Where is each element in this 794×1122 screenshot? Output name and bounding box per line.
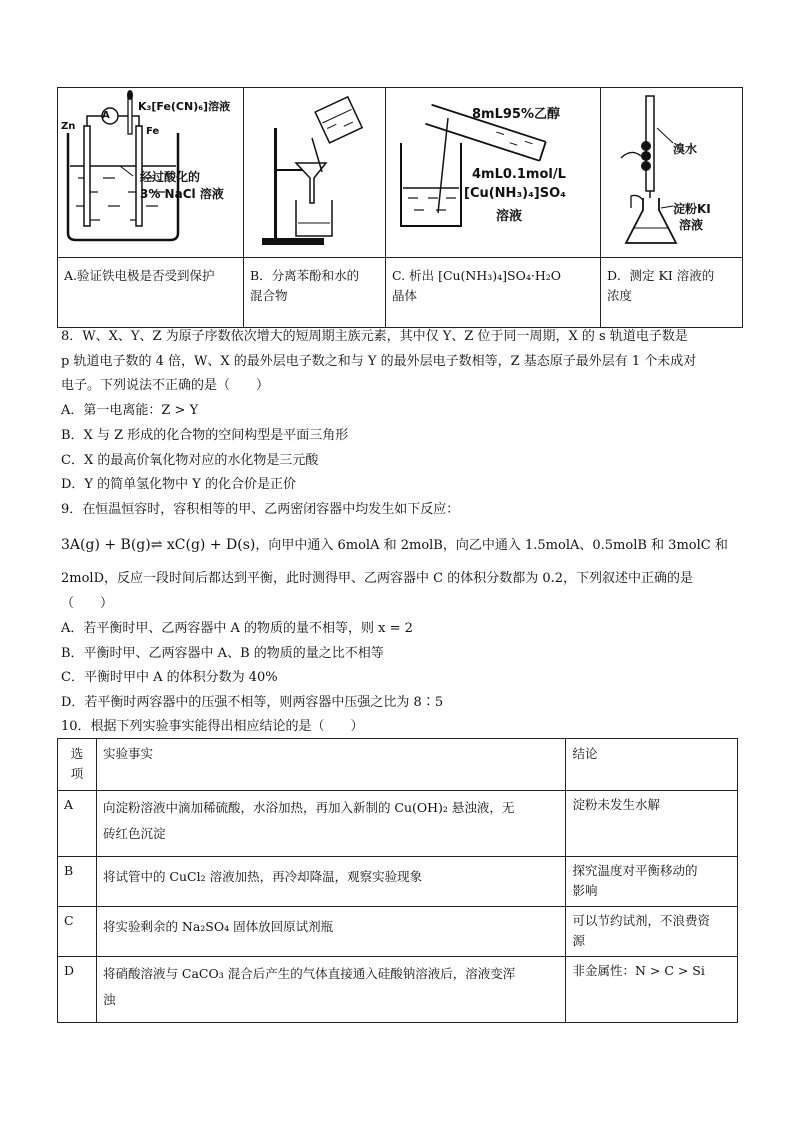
row-conclusion-cell — [566, 907, 738, 957]
q8-line-1: 8．W、X、Y、Z 为原子序数依次增大的短周期主族元素，其中仅 Y、Z 位于同一周期，X 的 s 轨道电子数是 — [61, 329, 688, 344]
row-option: A — [64, 797, 74, 812]
funnel-filtration-diagram — [244, 88, 385, 253]
copper-solution-label-3: 溶液 — [496, 209, 523, 224]
table-row — [58, 791, 738, 857]
option-b-line1: B．分离苯酚和水的 — [250, 268, 360, 283]
row-conclusion-cell — [566, 791, 738, 857]
solution-label-2: 3% NaCl 溶液 — [140, 187, 224, 201]
option-c-cell — [386, 258, 601, 328]
row-fact-line2: 浊 — [102, 992, 116, 1007]
row-conclusion-line1: 可以节约试剂，不浪费资 — [572, 913, 710, 928]
row-option-cell — [58, 957, 97, 1023]
row-option-cell — [58, 907, 97, 957]
q10-table — [57, 738, 738, 1023]
q9-option-d: D．若平衡时两容器中的压强不相等，则两容器中压强之比为 8∶5 — [61, 695, 444, 710]
row-fact-line1: 向淀粉溶液中滴加稀硫酸，水浴加热，再加入新制的 Cu(OH)₂ 悬浊液，无 — [102, 800, 515, 815]
q10-intro: 10．根据下列实验事实能得出相应结论的是（ ） — [61, 719, 364, 734]
figure-a-cell — [58, 88, 244, 258]
q9-line-2: 2molD，反应一段时间后都达到平衡，此时测得甲、乙两容器中 C 的体积分数都为 0.2，下列叙述中正确的是 — [61, 571, 694, 586]
option-d-cell — [601, 258, 743, 328]
option-b-line2: 混合物 — [250, 288, 288, 303]
ammeter-label: A — [102, 110, 110, 121]
zn-label: Zn — [61, 121, 76, 132]
solution-label-1: 经过酸化的 — [140, 170, 201, 184]
table-row — [58, 957, 738, 1023]
table-row — [58, 907, 738, 957]
header-option-1: 选 — [70, 746, 84, 761]
fe-label: Fe — [146, 126, 160, 137]
titration-diagram — [601, 88, 742, 253]
q9-equation: 3A(g) + B(g)⇌ xC(g) + D(s) — [61, 537, 256, 553]
row-fact-line1: 将硝酸溶液与 CaCO₃ 混合后产生的气体直接通入硅酸钠溶液后，溶液变浑 — [102, 966, 516, 981]
figure-d-cell — [601, 88, 743, 258]
row-option-cell — [58, 791, 97, 857]
option-a-cell — [58, 258, 244, 328]
header-option-cell — [58, 739, 97, 791]
q9-intro: 9．在恒温恒容时，容积相等的甲、乙两密闭容器中均发生如下反应： — [61, 502, 460, 517]
row-fact-line1: 将实验剩余的 Na₂SO₄ 固体放回原试剂瓶 — [102, 919, 334, 934]
row-option-cell — [58, 857, 97, 907]
option-d-line2: 浓度 — [607, 288, 633, 303]
q9-option-a: A．若平衡时甲、乙两容器中 A 的物质的量不相等，则 x = 2 — [61, 621, 413, 636]
bromine-water-label: 溴水 — [673, 142, 698, 156]
table-row — [58, 857, 738, 907]
q9-option-c: C．平衡时甲中 A 的体积分数为 40% — [61, 670, 278, 685]
row-fact-line2: 砖红色沉淀 — [102, 826, 166, 841]
q8-option-b: B．X 与 Z 形成的化合物的空间构型是平面三角形 — [61, 428, 349, 443]
header-conclusion-cell — [566, 739, 738, 791]
q8-option-c: C．X 的最高价氧化物对应的水化物是三元酸 — [61, 453, 319, 468]
q8-line-2: p 轨道电子数的 4 倍，W、X 的最外层电子数之和与 Y 的最外层电子数相等，Z 基态原子最外层有 1 个未成对 — [61, 354, 697, 369]
option-c-line2: 晶体 — [392, 288, 418, 303]
option-c-formula: [Cu(NH₃)₄]SO₄·H₂O — [438, 268, 561, 283]
header-conclusion: 结论 — [572, 746, 598, 761]
row-option: B — [64, 863, 74, 878]
row-conclusion-cell — [566, 857, 738, 907]
row-fact-line1: 将试管中的 CuCl₂ 溶液加热，再冷却降温，观察实验现象 — [102, 869, 423, 884]
q8-option-d: D．Y 的简单氢化物中 Y 的化合价是正价 — [61, 477, 296, 492]
starch-ki-label-1: 淀粉KI — [673, 202, 711, 216]
header-fact-cell — [96, 739, 566, 791]
row-fact-cell — [96, 957, 566, 1023]
row-option: D — [64, 963, 75, 978]
reagent-label: K₃[Fe(CN)₆]溶液 — [138, 100, 231, 113]
option-d-line1: D．测定 KI 溶液的 — [607, 268, 715, 283]
copper-solution-label-2: [Cu(NH₃)₄]SO₄ — [464, 186, 566, 201]
row-conclusion-cell — [566, 957, 738, 1023]
q9-eq-rest: ，向甲中通入 6molA 和 2molB，向乙中通入 1.5molA、0.5molB 和 3molC 和 — [255, 538, 728, 553]
row-conclusion-line1: 探究温度对平衡移动的 — [572, 863, 698, 878]
row-option: C — [64, 913, 74, 928]
q8-line-3: 电子。下列说法不正确的是（ ） — [61, 378, 270, 393]
figure-b-cell — [244, 88, 386, 258]
q9-line-3: （ ） — [61, 596, 114, 611]
figure-c-cell — [386, 88, 601, 258]
option-a-text: A.验证铁电极是否受到保护 — [64, 268, 215, 283]
q9-option-b: B．平衡时甲、乙两容器中 A、B 的物质的量之比不相等 — [61, 646, 384, 661]
row-conclusion-line2: 源 — [572, 933, 585, 948]
row-fact-cell — [96, 857, 566, 907]
header-option-2: 项 — [70, 766, 84, 781]
copper-solution-label-1: 4mL0.1mol/L — [472, 167, 566, 182]
row-conclusion-line2: 影响 — [572, 883, 598, 898]
header-fact: 实验事实 — [102, 746, 153, 761]
option-b-cell — [244, 258, 386, 328]
ethanol-label: 8mL95%乙醇 — [472, 107, 560, 122]
row-conclusion-line1: 淀粉未发生水解 — [572, 797, 660, 812]
q8-option-a: A．第一电离能：Z > Y — [61, 403, 199, 418]
option-c-prefix: C. 析出 — [392, 268, 435, 283]
q7-figure-table — [57, 87, 743, 328]
row-fact-cell — [96, 791, 566, 857]
starch-ki-label-2: 溶液 — [679, 218, 704, 232]
row-conclusion-line1: 非金属性：N > C > Si — [572, 963, 705, 978]
row-fact-cell — [96, 907, 566, 957]
